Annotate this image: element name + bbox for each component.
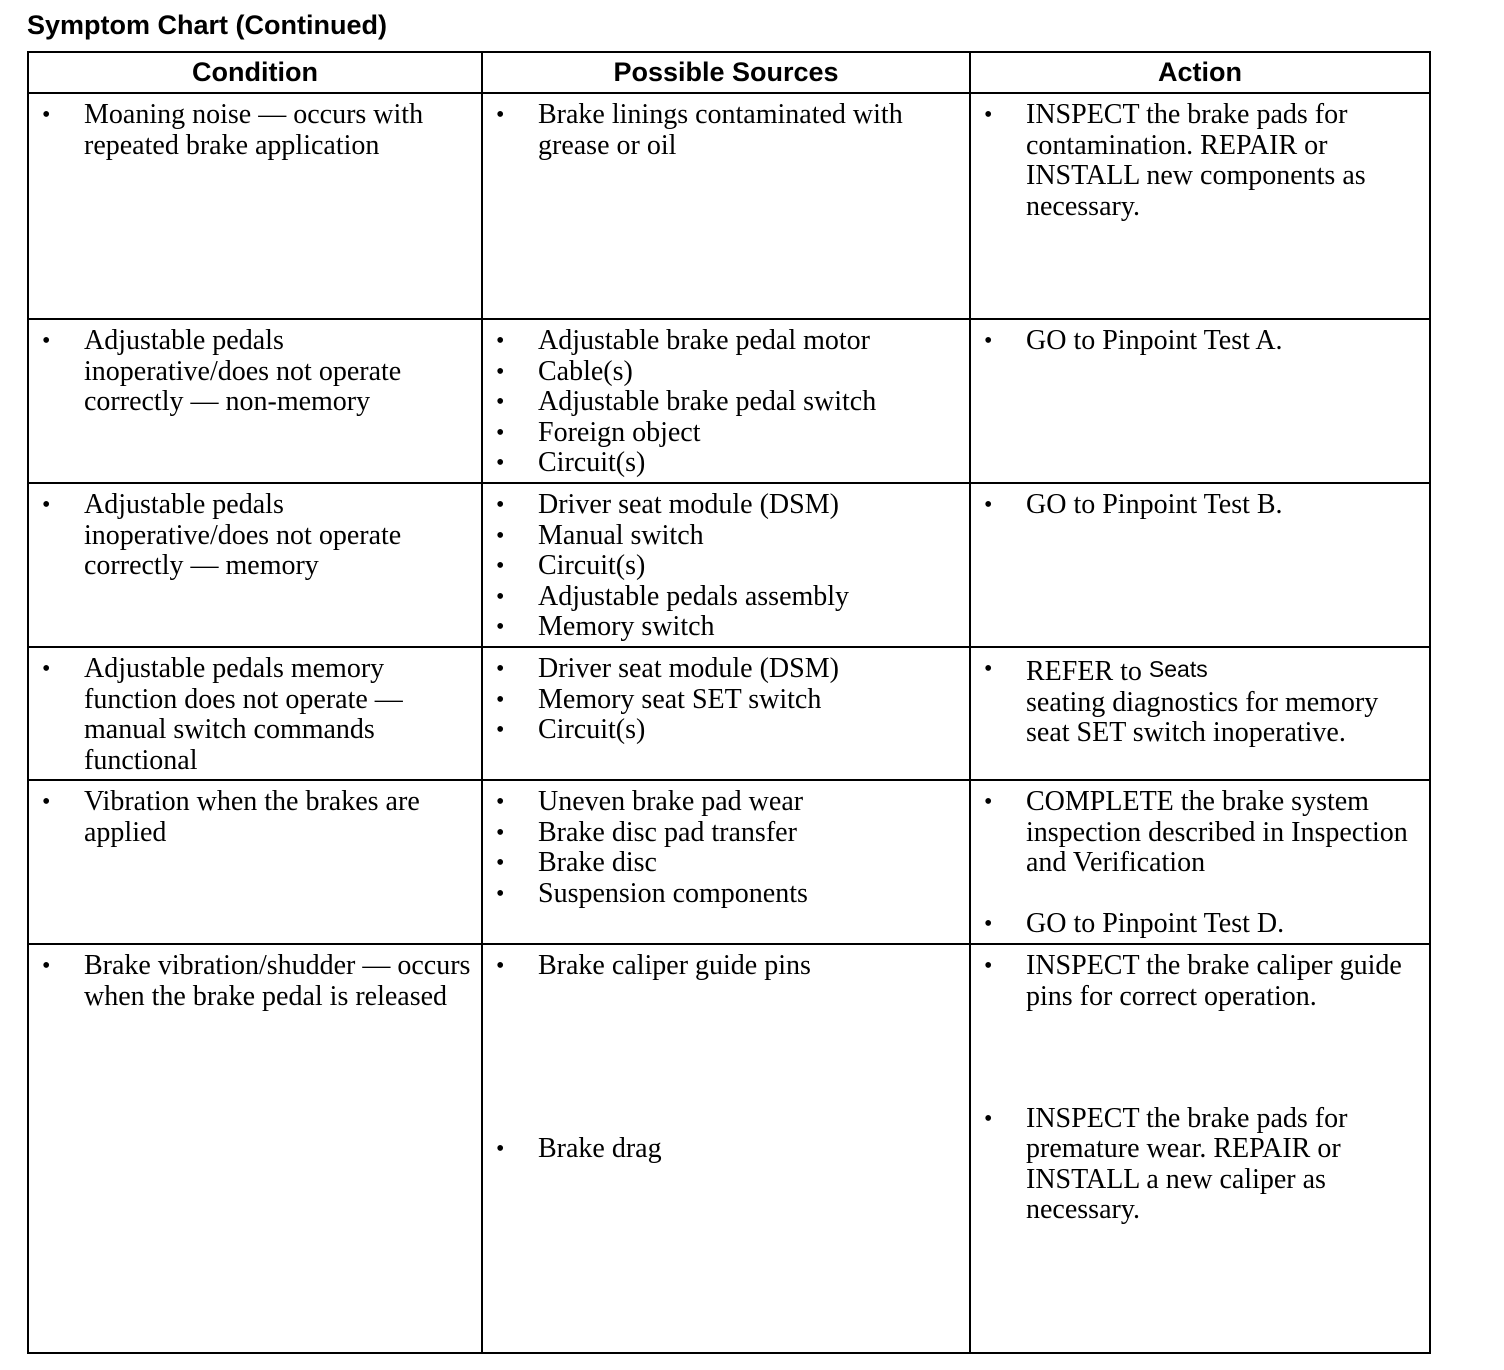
action-item: • INSPECT the brake pads for premature wear. REPAIR or INSTALL a new caliper as necessary.	[971, 1104, 1419, 1226]
action-item	[971, 654, 1419, 749]
source-item: • Brake caliper guide pins	[483, 951, 959, 982]
sources-cell	[482, 944, 970, 1353]
source-item: • Memory switch	[483, 612, 959, 643]
source-item: • Brake linings contaminated with grease or oil	[483, 100, 959, 161]
source-item: • Circuit(s)	[483, 448, 959, 479]
condition-cell	[28, 780, 482, 944]
table-row	[28, 647, 1430, 780]
sources-cell	[482, 780, 970, 944]
source-item: • Adjustable pedals assembly	[483, 582, 959, 613]
table-row	[28, 319, 1430, 483]
source-item: • Circuit(s)	[483, 715, 959, 746]
seats-reference: Seats	[1148, 656, 1208, 682]
sources-cell	[482, 483, 970, 647]
sources-cell	[482, 319, 970, 483]
action-item: • COMPLETE the brake system inspection described in Inspection and Verification	[971, 787, 1419, 879]
condition-item: • Adjustable pedals inoperative/does not operate correctly — non-memory	[29, 326, 471, 418]
source-item: • Adjustable brake pedal switch	[483, 387, 959, 418]
action-cell	[970, 93, 1430, 319]
condition-cell	[28, 319, 482, 483]
source-item: • Circuit(s)	[483, 551, 959, 582]
header-possible-sources: Possible Sources	[482, 52, 970, 93]
action-item: • GO to Pinpoint Test A.	[971, 326, 1419, 357]
header-action: Action	[970, 52, 1430, 93]
source-item: • Foreign object	[483, 418, 959, 449]
action-cell	[970, 319, 1430, 483]
condition-item: • Brake vibration/shudder — occurs when the brake pedal is released	[29, 951, 471, 1012]
source-item: • Manual switch	[483, 521, 959, 552]
source-item: • Uneven brake pad wear	[483, 787, 959, 818]
condition-cell	[28, 944, 482, 1353]
source-item: • Brake drag	[483, 1134, 959, 1165]
action-cell	[970, 944, 1430, 1353]
source-item: • Brake disc	[483, 848, 959, 879]
condition-cell	[28, 483, 482, 647]
page-title: Symptom Chart (Continued)	[27, 10, 387, 40]
source-item: • Driver seat module (DSM)	[483, 654, 959, 685]
table-row	[28, 483, 1430, 647]
source-item: • Driver seat module (DSM)	[483, 490, 959, 521]
condition-cell	[28, 647, 482, 780]
source-item: • Memory seat SET switch	[483, 685, 959, 716]
condition-item: • Adjustable pedals memory function does not operate — manual switch commands functional	[29, 654, 471, 776]
header-condition: Condition	[28, 52, 482, 93]
action-item: • INSPECT the brake pads for contamination. REPAIR or INSTALL new components as necessary.	[971, 100, 1419, 222]
action-item: • GO to Pinpoint Test B.	[971, 490, 1419, 521]
table-row	[28, 93, 1430, 319]
action-suffix: seating diagnostics for memory seat SET switch inoperative.	[1026, 686, 1379, 748]
table-row	[28, 944, 1430, 1353]
sources-cell	[482, 93, 970, 319]
source-item: • Brake disc pad transfer	[483, 818, 959, 849]
table-row	[28, 780, 1430, 944]
source-item: • Suspension components	[483, 879, 959, 910]
condition-item: • Vibration when the brakes are applied	[29, 787, 471, 848]
action-cell	[970, 647, 1430, 780]
sources-cell	[482, 647, 970, 780]
source-item: • Adjustable brake pedal motor	[483, 326, 959, 357]
header-row	[28, 52, 1430, 93]
condition-item: • Moaning noise — occurs with repeated brake application	[29, 100, 471, 161]
source-item: • Cable(s)	[483, 357, 959, 388]
symptom-chart-table	[27, 51, 1431, 1354]
action-cell	[970, 780, 1430, 944]
action-cell	[970, 483, 1430, 647]
action-item: • GO to Pinpoint Test D.	[971, 909, 1419, 940]
action-prefix: REFER to	[1026, 656, 1142, 687]
condition-cell	[28, 93, 482, 319]
action-item: • INSPECT the brake caliper guide pins for correct operation.	[971, 951, 1419, 1012]
condition-item: • Adjustable pedals inoperative/does not operate correctly — memory	[29, 490, 471, 582]
